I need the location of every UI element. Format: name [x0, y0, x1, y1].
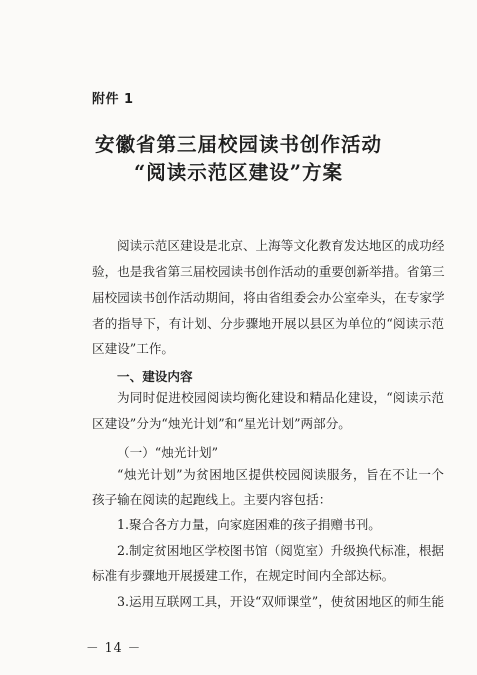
subsection-heading-candlelight-plan: （一）“烛光计划” — [117, 445, 219, 460]
list-item-3-line: 3.运用互联网工具，开设“双师课堂”，使贫困地区的师生能 — [117, 594, 445, 609]
section-paragraph-line: “烛光计划”为贫困地区提供校园阅读服务，旨在不让一个 — [117, 467, 444, 482]
list-item-2-line: 标准有步骤地开展援建工作，在规定时间内全部达标。 — [92, 568, 395, 583]
attachment-label: 附件 1 — [92, 92, 134, 107]
intro-paragraph-line: 者的指导下，有计划、分步骤地开展以县区为单位的“阅读示范 — [92, 316, 444, 331]
section-paragraph-line: 区建设”分为“烛光计划”和“星光计划”两部分。 — [92, 416, 351, 431]
section-paragraph-line: 为同时促进校园阅读均衡化建设和精品化建设，“阅读示范 — [117, 390, 444, 405]
intro-paragraph-line: 阅读示范区建设是北京、上海等文化教育发达地区的成功经 — [117, 238, 445, 253]
page-number: － 14 － — [86, 640, 142, 655]
intro-paragraph-line: 区建设”工作。 — [92, 341, 175, 356]
section-heading-construction-content: 一、建设内容 — [117, 369, 193, 384]
intro-paragraph-line: 届校园读书创作活动期间，将由省组委会办公室牵头，在专家学 — [92, 290, 445, 305]
document-title-line-1: 安徽省第三届校园读书创作活动 — [94, 133, 382, 156]
section-paragraph-line: 孩子输在阅读的起跑线上。主要内容包括： — [92, 492, 332, 507]
intro-paragraph-line: 验，也是我省第三届校园读书创作活动的重要创新举措。省第三 — [92, 264, 445, 279]
list-item-1: 1.聚合各方力量，向家庭困难的孩子捐赠书刊。 — [117, 517, 381, 532]
document-title-line-2: “阅读示范区建设”方案 — [134, 161, 343, 184]
list-item-2-line: 2.制定贫困地区学校图书馆（阅览室）升级换代标准，根据 — [117, 543, 444, 558]
